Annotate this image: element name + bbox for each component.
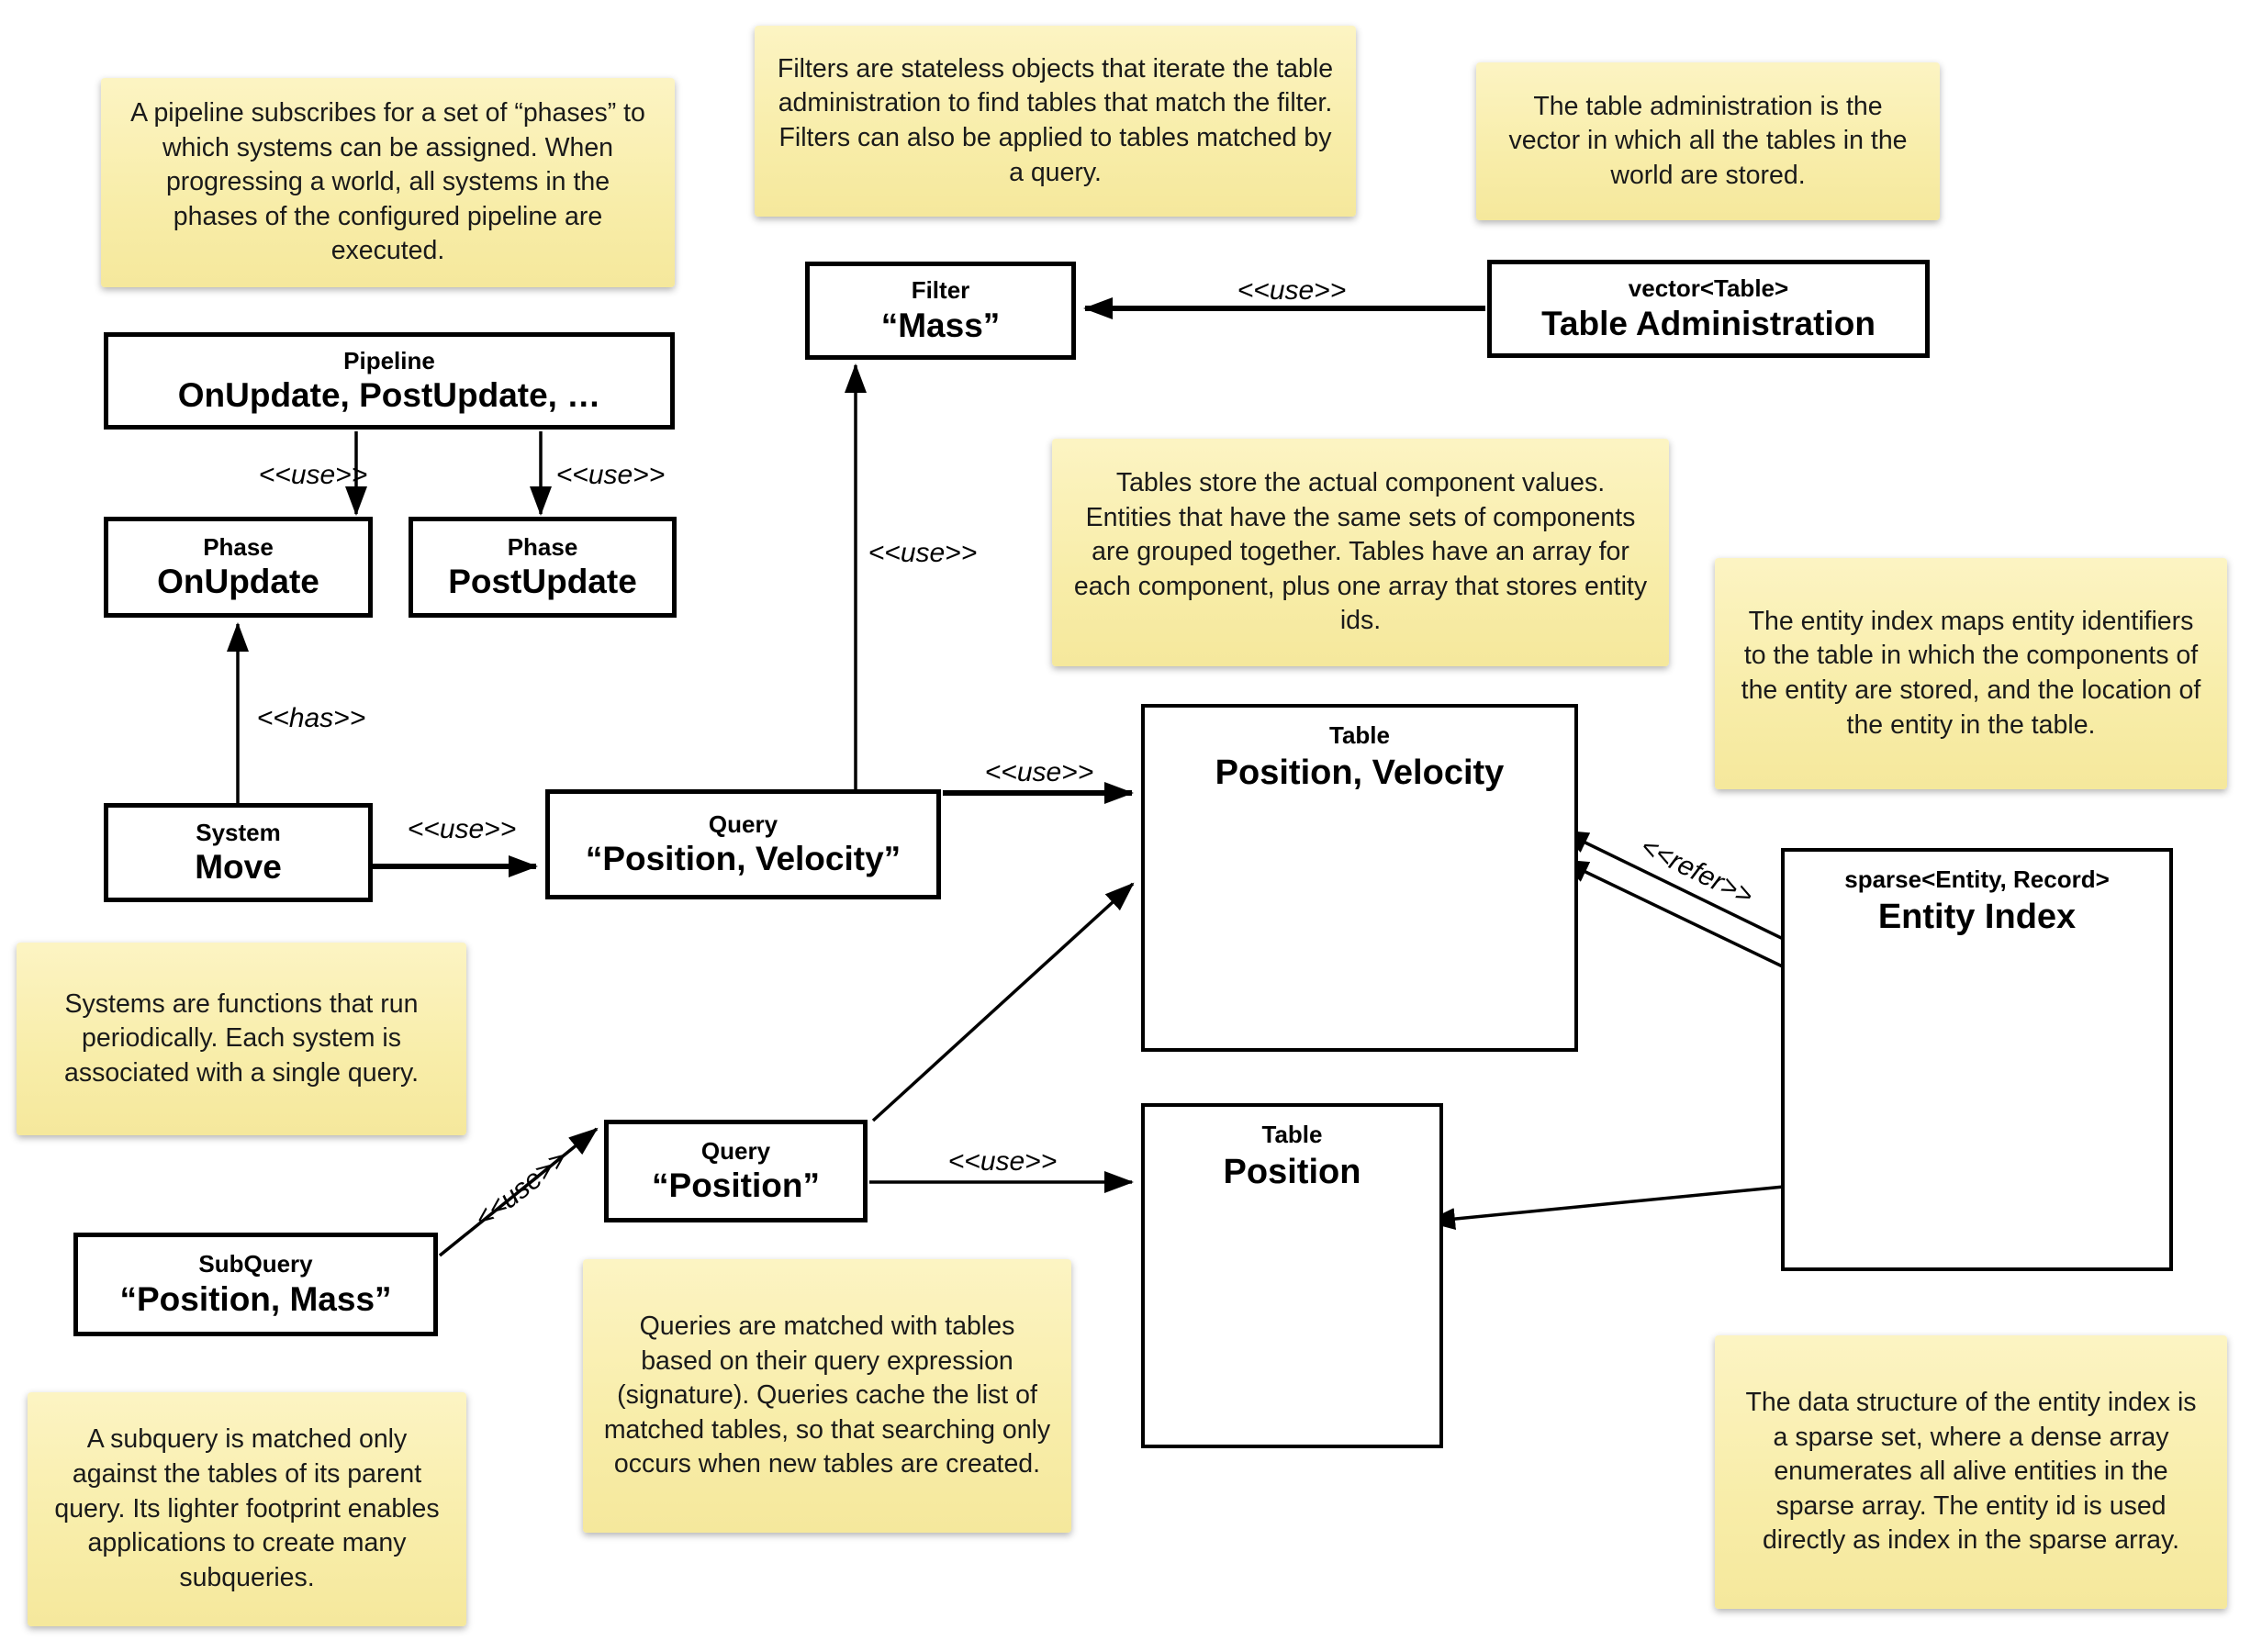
note-table-administration: The table administration is the vector in which all the tables in the world are stored. — [1476, 62, 1940, 220]
box-phase-onupdate-stereotype: Phase — [203, 532, 274, 561]
box-subquery-position-mass — [73, 1233, 438, 1336]
box-phase-postupdate-stereotype: Phase — [507, 532, 578, 561]
label-has-system-phase: <<has>> — [256, 703, 366, 733]
box-phase-onupdate-name: OnUpdate — [157, 563, 319, 601]
box-subquery-position-mass-stereotype: SubQuery — [198, 1250, 313, 1278]
label-use-subquery-queryposition: <<use>> — [468, 1144, 574, 1235]
label-use-querypv-tablepv: <<use>> — [984, 757, 1094, 787]
label-use-tableadmin-filter: <<use>> — [1237, 275, 1347, 306]
box-entity-index — [1781, 848, 2173, 1271]
arrow-queryposition-to-tablepv — [873, 884, 1133, 1121]
note-systems: Systems are functions that run periodically. Each system is associated with a single query. — [17, 943, 466, 1135]
box-query-position-velocity-stereotype: Query — [708, 809, 778, 838]
box-pipeline — [104, 332, 675, 430]
box-phase-postupdate-name: PostUpdate — [448, 563, 637, 601]
label-use-pipeline-postupdate: <<use>> — [555, 460, 666, 490]
label-use-pipeline-onupdate: <<use>> — [258, 460, 368, 490]
box-table-administration-name: Table Administration — [1541, 304, 1876, 342]
box-table-position-velocity-stereotype: Table — [1329, 721, 1390, 749]
label-use-system-query: <<use>> — [407, 814, 517, 844]
box-table-administration-stereotype: vector<Table> — [1628, 274, 1789, 303]
note-entity-index: The entity index maps entity identifiers to the table in which the components of the entity are stored, and the location of the entity in the table. — [1715, 558, 2227, 789]
box-query-position-velocity-name: “Position, Velocity” — [585, 840, 901, 878]
box-system-move — [104, 803, 373, 902]
note-sparse-set: The data structure of the entity index is a sparse set, where a dense array enumerates all alive entities in the sparse array. The entity id is used directly as index in the sparse array. — [1715, 1335, 2227, 1609]
box-table-position-velocity-name: Position, Velocity — [1215, 753, 1505, 792]
note-tables: Tables store the actual component values. Entities that have the same sets of components are grouped together. Tables have an array for each component, plus one array that stores entity ids. — [1052, 439, 1669, 666]
box-pipeline-name: OnUpdate, PostUpdate, … — [177, 376, 601, 415]
box-query-position — [604, 1120, 868, 1222]
box-table-administration — [1487, 260, 1930, 358]
box-phase-postupdate — [409, 517, 677, 618]
box-subquery-position-mass-name: “Position, Mass” — [119, 1279, 392, 1318]
note-pipeline: A pipeline subscribes for a set of “phases” to which systems can be assigned. When progressing a world, all systems in the phases of the configured pipeline are executed. — [101, 78, 675, 287]
box-query-position-name: “Position” — [652, 1166, 820, 1205]
box-filter-mass-stereotype: Filter — [911, 276, 970, 305]
box-query-position-stereotype: Query — [700, 1136, 771, 1165]
label-use-query-filter: <<use>> — [868, 538, 978, 568]
box-pipeline-stereotype: Pipeline — [343, 346, 435, 374]
box-query-position-velocity — [545, 789, 941, 899]
box-system-move-stereotype: System — [196, 818, 281, 846]
box-entity-index-name: Entity Index — [1877, 897, 2077, 936]
box-entity-index-stereotype: sparse<Entity, Record> — [1844, 865, 2110, 893]
box-table-position-name: Position — [1223, 1152, 1361, 1191]
label-refer-entityindex-table: <<refer>> — [1635, 831, 1758, 912]
box-table-position-velocity — [1141, 704, 1578, 1052]
box-filter-mass — [805, 262, 1076, 360]
note-queries: Queries are matched with tables based on their query expression (signature). Queries cache the list of matched tables, so that searching only occurs when new tables are created. — [583, 1259, 1071, 1533]
box-filter-mass-name: “Mass” — [880, 306, 1001, 344]
box-table-position-stereotype: Table — [1261, 1121, 1323, 1148]
arrow-entityindex-to-tableposition — [1428, 1181, 1840, 1222]
box-system-move-name: Move — [195, 848, 282, 887]
box-phase-onupdate — [104, 517, 373, 618]
box-table-position — [1141, 1103, 1443, 1448]
note-subqueries: A subquery is matched only against the tables of its parent query. Its lighter footprint enables applications to create many subqueries. — [28, 1392, 466, 1626]
note-filters: Filters are stateless objects that iterate the table administration to find tables that match the filter. Filters can also be applied to tables matched by a query. — [755, 26, 1356, 217]
label-use-queryposition-tableposition: <<use>> — [947, 1146, 1058, 1177]
